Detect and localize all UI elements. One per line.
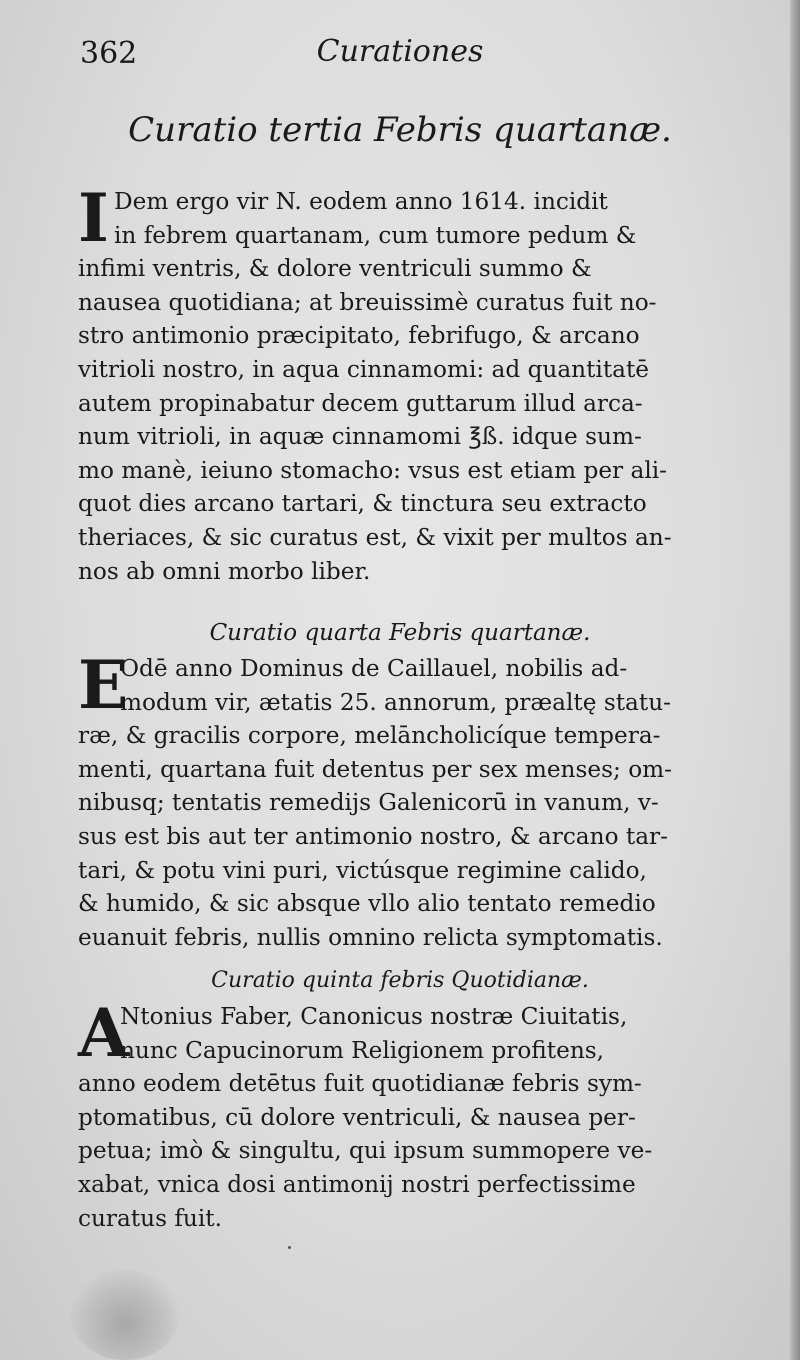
text-line: menti, quartana fuit detentus per sex menses; om- <box>78 755 672 783</box>
paragraph-2 <box>78 646 728 954</box>
ink-stain <box>70 1270 180 1360</box>
text-line: mo manè, ieiuno stomacho: vsus est etiam per ali- <box>78 456 667 484</box>
running-title: Curationes <box>316 34 484 69</box>
ink-dot <box>288 1246 291 1249</box>
text-line: petua; imò & singultu, qui ipsum summopere ve- <box>78 1137 653 1165</box>
text-line: euanuit febris, nullis omnino relicta symptomatis. <box>78 923 663 951</box>
text-line: infimi ventris, & dolore ventriculi summo & <box>78 255 592 283</box>
text-line: anno eodem detētus fuit quotidianæ febris sym- <box>78 1070 642 1098</box>
running-head <box>80 28 720 78</box>
section-title-1: Curatio tertia Febris quartanæ. <box>128 110 672 150</box>
page-edge <box>790 0 800 1360</box>
text-line: num vitrioli, in aquæ cinnamomi ℥ß. idque sum- <box>78 423 642 451</box>
text-line: modum vir, ætatis 25. annorum, præaltę statu- <box>120 688 671 716</box>
paragraph-1 <box>78 179 728 588</box>
text-line: ptomatibus, cū dolore ventriculi, & nausea per- <box>78 1103 636 1131</box>
text-line: xabat, vnica dosi antimonij nostri perfectissime <box>78 1170 636 1198</box>
text-line: nibusq; tentatis remedijs Galenicorū in vanum, v- <box>78 789 659 817</box>
drop-cap: E <box>78 646 129 724</box>
text-line: autem propinabatur decem guttarum illud arca- <box>78 389 643 417</box>
section-title-2: Curatio quarta Febris quartanæ. <box>209 620 591 646</box>
text-line: theriaces, & sic curatus est, & vixit per multos an- <box>78 523 672 551</box>
text-line: sus est bis aut ter antimonio nostro, & arcano tar- <box>78 822 668 850</box>
text-line: nausea quotidiana; at breuissimè curatus fuit no- <box>78 288 657 316</box>
text-line: Dem ergo vir N. eodem anno 1614. incidit <box>114 188 608 215</box>
text-line: Ntonius Faber, Canonicus nostræ Ciuitatis, <box>120 1003 628 1030</box>
text-line: stro antimonio præcipitato, febrifugo, & arcano <box>78 322 640 350</box>
section-title-3: Curatio quinta febris Quotidianæ. <box>211 968 589 993</box>
text-line: tari, & potu vini puri, victúsque regimine calido, <box>78 856 647 884</box>
text-line: curatus fuit. <box>78 1204 222 1232</box>
paragraph-3 <box>78 994 728 1235</box>
text-line: nunc Capucinorum Religionem profitens, <box>120 1036 605 1064</box>
text-line: nos ab omni morbo liber. <box>78 557 371 585</box>
text-line: in febrem quartanam, cum tumore pedum & <box>114 221 637 249</box>
text-line: & humido, & sic absque vllo alio tentato remedio <box>78 890 656 918</box>
text-line: vitrioli nostro, in aqua cinnamomi: ad quantitatē <box>78 355 650 383</box>
text-line: ræ, & gracilis corpore, melāncholicíque tempera- <box>78 722 661 750</box>
text-line: quot dies arcano tartari, & tinctura seu extracto <box>78 490 647 518</box>
drop-cap: A <box>78 994 130 1072</box>
drop-cap: I <box>78 179 109 257</box>
page-number: 362 <box>80 36 138 71</box>
text-line: Odē anno Dominus de Caillauel, nobilis ad- <box>120 655 628 682</box>
